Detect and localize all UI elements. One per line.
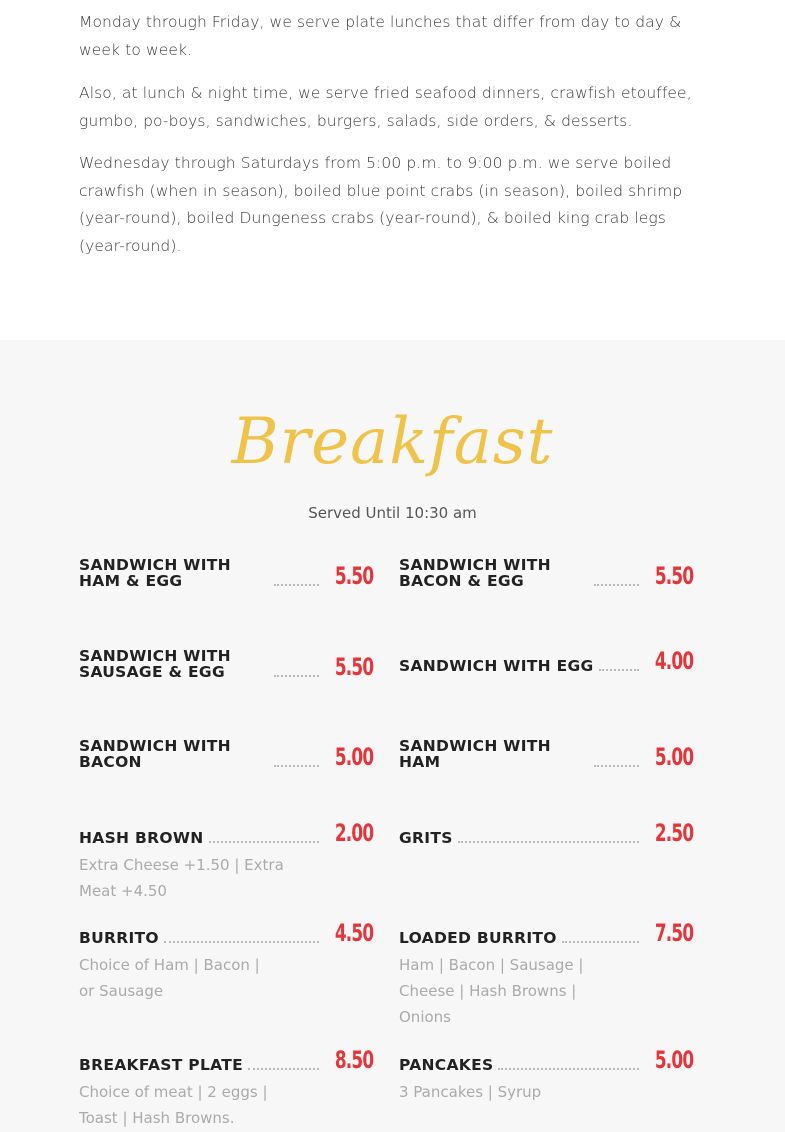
menu-item [399, 557, 693, 589]
dot-leader [594, 584, 639, 586]
dot-leader [164, 941, 319, 943]
menu-item-price: 5.50 [334, 653, 373, 681]
dot-leader [562, 941, 639, 943]
menu-item-name: LOADED BURRITO [399, 929, 557, 947]
menu-item-name: BREAKFAST PLATE [79, 1056, 243, 1074]
menu-item [79, 920, 373, 1004]
intro-paragraph-3: Wednesday through Saturdays from 5:00 p.m. to 9:00 p.m. we serve boiled crawfish (when in season), boiled blue point crabs (in season), boiled shrimp (year-round), boiled Dungeness crabs (year-round), & boiled king crab legs (year-round). [79, 154, 683, 255]
menu-item-price: 8.50 [334, 1046, 373, 1074]
menu-item-description: Choice of meat | 2 eggs | Toast | Hash Browns. [79, 1083, 268, 1127]
intro-section [0, 0, 785, 340]
menu-item [79, 648, 373, 680]
menu-item [79, 738, 373, 770]
menu-item-name: HASH BROWN [79, 829, 204, 847]
menu-item-description: Choice of Ham | Bacon | or Sausage [79, 956, 260, 1000]
menu-item-price: 2.50 [654, 819, 693, 847]
dot-leader [458, 841, 639, 843]
menu-item-price: 2.00 [334, 819, 373, 847]
menu-item [79, 557, 373, 589]
menu-item [79, 820, 373, 904]
dot-leader [274, 675, 319, 677]
menu-item-price: 5.00 [334, 743, 373, 771]
dot-leader [498, 1068, 638, 1070]
dot-leader [209, 841, 319, 843]
intro-paragraph-2: Also, at lunch & night time, we serve fried seafood dinners, crawfish etouffee, gumbo, po-boys, sandwiches, burgers, salads, side orders, & desserts. [79, 84, 692, 130]
dot-leader [599, 669, 639, 671]
intro-paragraph-1: Monday through Friday, we serve plate lunches that differ from day to day & week to week. [79, 13, 682, 59]
menu-item-description: 3 Pancakes | Syrup [399, 1083, 542, 1101]
menu-item-price: 4.00 [654, 647, 693, 675]
menu-item-name: SANDWICH WITH SAUSAGE & EGG [79, 647, 231, 681]
menu-item-name: SANDWICH WITH BACON & EGG [399, 556, 551, 590]
menu-item-name: GRITS [399, 829, 453, 847]
menu-item-name: SANDWICH WITH BACON [79, 737, 231, 771]
dot-leader [594, 765, 639, 767]
menu-subtitle: Served Until 10:30 am [308, 504, 477, 522]
menu-item-price: 7.50 [654, 919, 693, 947]
menu-title: Breakfast [231, 405, 554, 479]
dot-leader [274, 765, 319, 767]
dot-leader [274, 584, 319, 586]
menu-item [399, 1047, 693, 1105]
menu-item-description: Ham | Bacon | Sausage | Cheese | Hash Browns | Onions [399, 956, 584, 1026]
menu-item-price: 4.50 [334, 919, 373, 947]
breakfast-menu-section [0, 340, 785, 1132]
menu-item-price: 5.50 [654, 562, 693, 590]
menu-item-name: BURRITO [79, 929, 159, 947]
menu-item-price: 5.00 [654, 1046, 693, 1074]
menu-item [399, 648, 693, 674]
menu-item-name: SANDWICH WITH HAM & EGG [79, 556, 231, 590]
menu-item [399, 738, 693, 770]
menu-item-description: Extra Cheese +1.50 | Extra Meat +4.50 [79, 856, 284, 900]
menu-item [79, 1047, 373, 1131]
menu-item-name: PANCAKES [399, 1056, 494, 1074]
dot-leader [248, 1068, 319, 1070]
menu-item-price: 5.50 [334, 562, 373, 590]
menu-item-name: SANDWICH WITH HAM [399, 737, 551, 771]
menu-item [399, 820, 693, 846]
menu-item [399, 920, 693, 1030]
menu-item-name: SANDWICH WITH EGG [399, 657, 594, 675]
menu-item-price: 5.00 [654, 743, 693, 771]
